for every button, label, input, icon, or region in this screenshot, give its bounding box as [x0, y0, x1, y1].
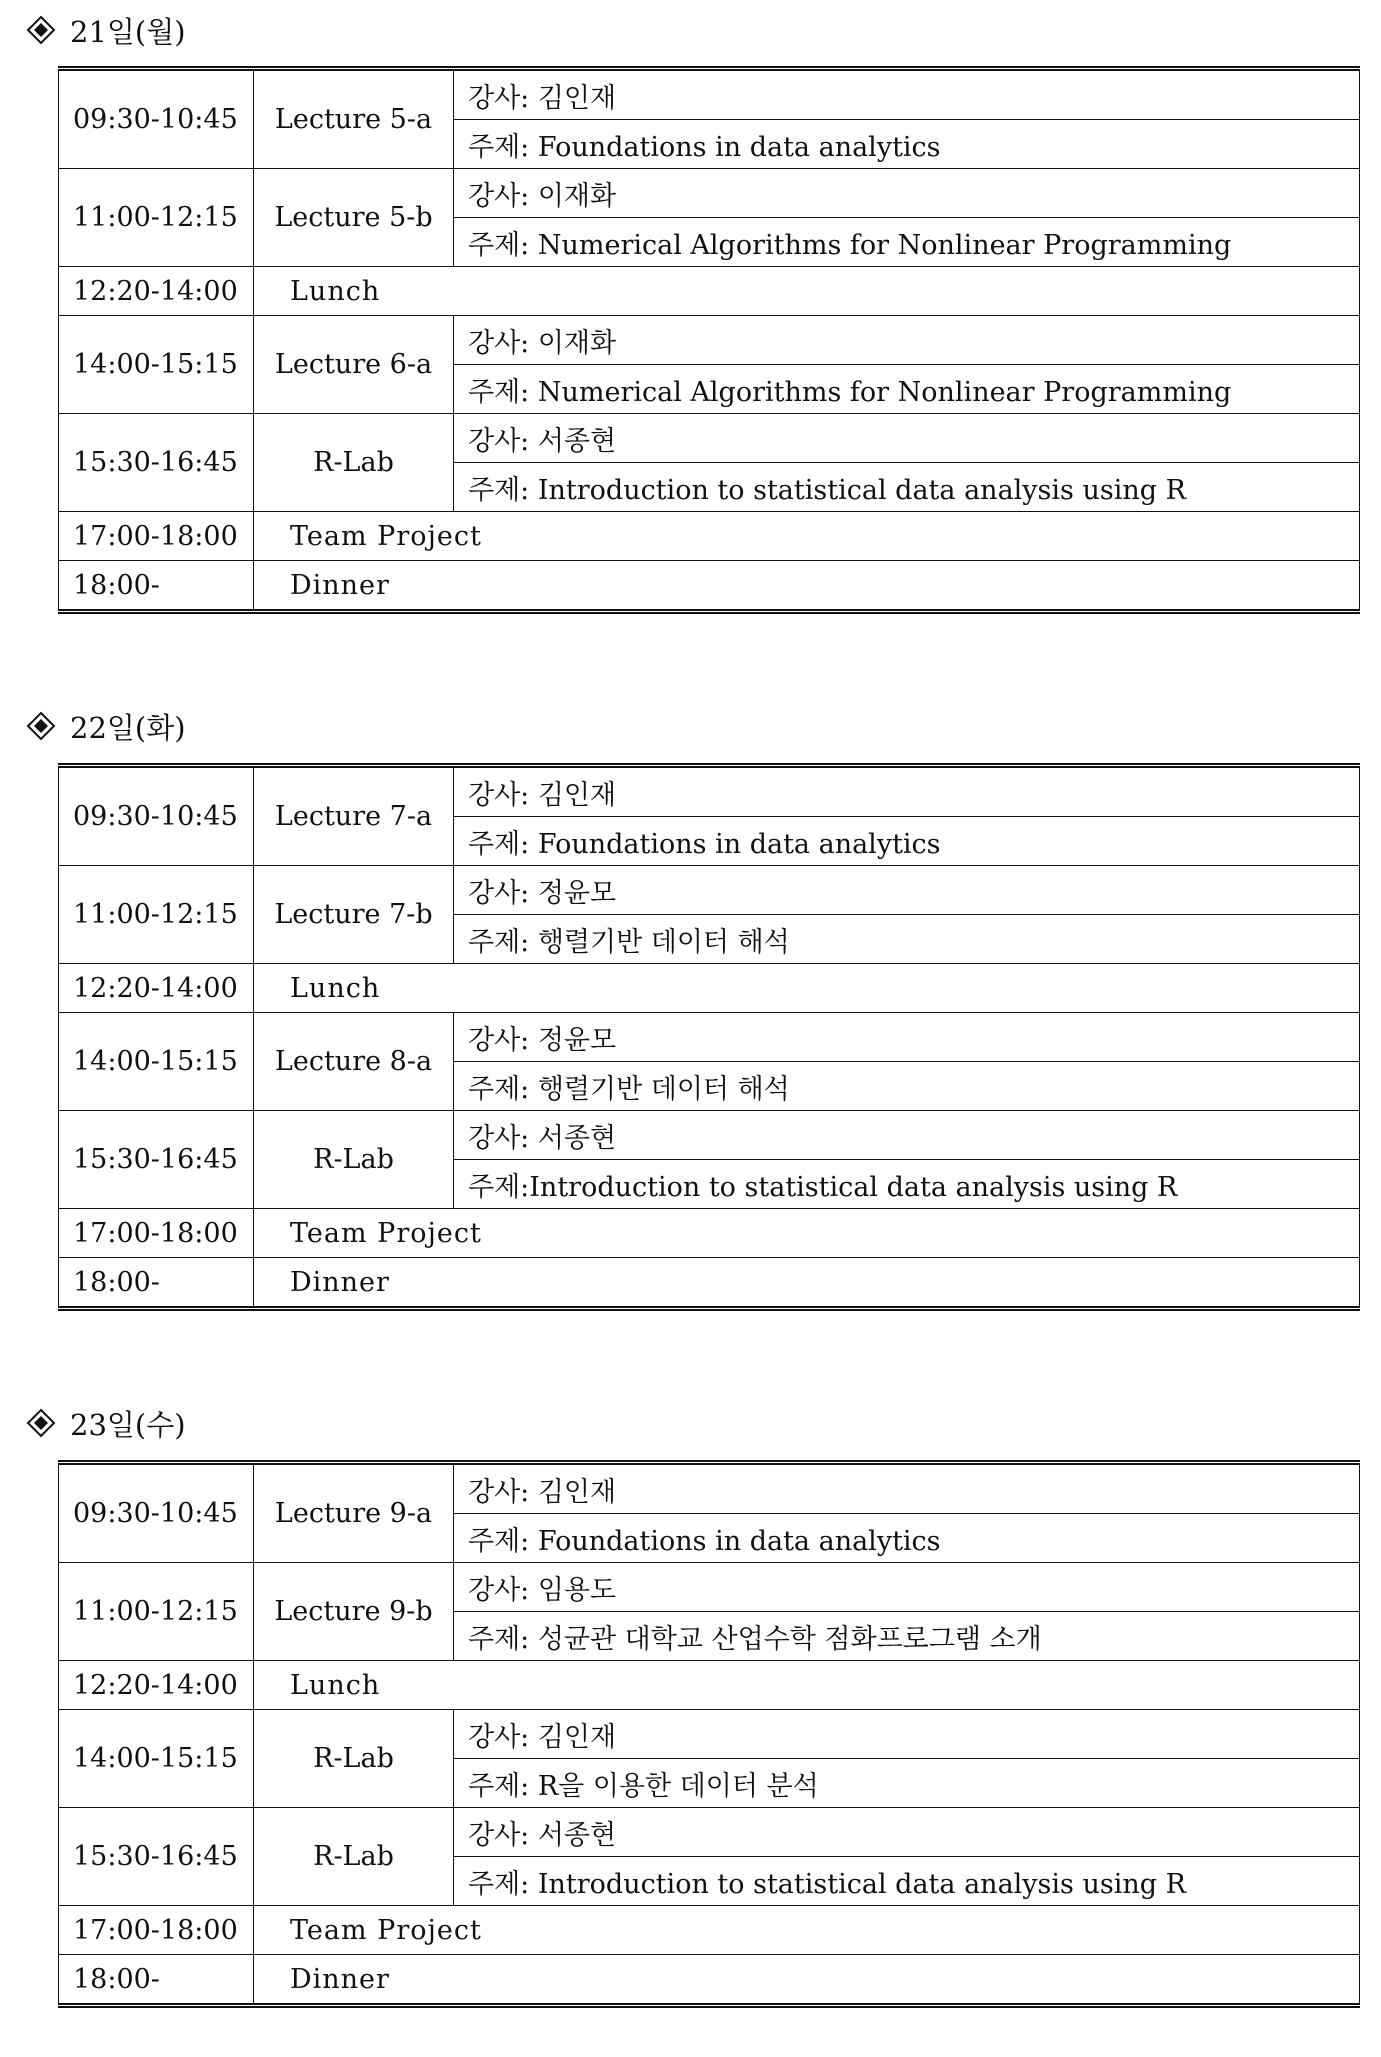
time-cell: 11:00-12:15 — [59, 169, 254, 267]
day-heading — [26, 706, 186, 746]
lecture-cell: Lecture 8-a — [254, 1013, 454, 1111]
table-row — [59, 69, 1360, 120]
schedule-table — [58, 66, 1360, 614]
time-cell: 11:00-12:15 — [59, 1563, 254, 1661]
speaker-cell: 강사: 김인재 — [454, 69, 1360, 120]
table-row — [59, 169, 1360, 218]
day-heading-text: 22일(화) — [70, 710, 186, 745]
topic-cell: 주제: Foundations in data analytics — [454, 1514, 1360, 1563]
lecture-cell: R-Lab — [254, 1111, 454, 1209]
lecture-cell: Lecture 6-a — [254, 316, 454, 414]
table-row — [59, 267, 1360, 316]
table-row — [59, 1209, 1360, 1258]
time-cell: 12:20-14:00 — [59, 1661, 254, 1710]
day-heading-text: 21일(월) — [70, 14, 186, 49]
speaker-cell: 강사: 서종현 — [454, 414, 1360, 463]
topic-cell: 주제: 행렬기반 데이터 해석 — [454, 1062, 1360, 1111]
topic-cell: 주제: 행렬기반 데이터 해석 — [454, 915, 1360, 964]
time-cell: 15:30-16:45 — [59, 1808, 254, 1906]
time-cell: 11:00-12:15 — [59, 866, 254, 964]
activity-cell: Dinner — [254, 1258, 1360, 1309]
table-row — [59, 766, 1360, 817]
table-row — [59, 316, 1360, 365]
lecture-cell: R-Lab — [254, 1710, 454, 1808]
speaker-cell: 강사: 서종현 — [454, 1808, 1360, 1857]
table-row — [59, 1955, 1360, 2006]
time-cell: 18:00- — [59, 1955, 254, 2006]
activity-cell: Lunch — [254, 267, 1360, 316]
speaker-cell: 강사: 이재화 — [454, 316, 1360, 365]
speaker-cell: 강사: 김인재 — [454, 1710, 1360, 1759]
activity-cell: Dinner — [254, 1955, 1360, 2006]
activity-cell: Lunch — [254, 964, 1360, 1013]
time-cell: 12:20-14:00 — [59, 964, 254, 1013]
table-row — [59, 1013, 1360, 1062]
topic-cell: 주제: Foundations in data analytics — [454, 120, 1360, 169]
table-row — [59, 414, 1360, 463]
topic-cell: 주제: Introduction to statistical data analysis using R — [454, 1857, 1360, 1906]
speaker-cell: 강사: 정윤모 — [454, 1013, 1360, 1062]
lecture-cell: R-Lab — [254, 1808, 454, 1906]
table-row — [59, 561, 1360, 612]
lecture-cell: Lecture 9-a — [254, 1463, 454, 1563]
topic-cell: 주제: Introduction to statistical data analysis using R — [454, 463, 1360, 512]
lecture-cell: Lecture 7-b — [254, 866, 454, 964]
time-cell: 15:30-16:45 — [59, 414, 254, 512]
table-row — [59, 1661, 1360, 1710]
time-cell: 14:00-15:15 — [59, 1710, 254, 1808]
time-cell: 09:30-10:45 — [59, 69, 254, 169]
activity-cell: Lunch — [254, 1661, 1360, 1710]
topic-cell: 주제: Numerical Algorithms for Nonlinear Programming — [454, 365, 1360, 414]
day-heading — [26, 1403, 186, 1443]
time-cell: 17:00-18:00 — [59, 1906, 254, 1955]
diamond-bullet-icon — [26, 1408, 56, 1438]
schedule-table — [58, 763, 1360, 1311]
lecture-cell: Lecture 5-a — [254, 69, 454, 169]
lecture-cell: R-Lab — [254, 414, 454, 512]
time-cell: 09:30-10:45 — [59, 766, 254, 866]
table-row — [59, 1463, 1360, 1514]
lecture-cell: Lecture 7-a — [254, 766, 454, 866]
topic-cell: 주제: 성균관 대학교 산업수학 점화프로그램 소개 — [454, 1612, 1360, 1661]
time-cell: 14:00-15:15 — [59, 316, 254, 414]
speaker-cell: 강사: 임용도 — [454, 1563, 1360, 1612]
diamond-bullet-icon — [26, 15, 56, 45]
topic-cell: 주제:Introduction to statistical data analysis using R — [454, 1160, 1360, 1209]
time-cell: 15:30-16:45 — [59, 1111, 254, 1209]
time-cell: 17:00-18:00 — [59, 1209, 254, 1258]
activity-cell: Dinner — [254, 561, 1360, 612]
table-row — [59, 1111, 1360, 1160]
time-cell: 18:00- — [59, 561, 254, 612]
speaker-cell: 강사: 김인재 — [454, 766, 1360, 817]
speaker-cell: 강사: 서종현 — [454, 1111, 1360, 1160]
table-row — [59, 964, 1360, 1013]
table-row — [59, 1808, 1360, 1857]
schedule-table — [58, 1460, 1360, 2008]
topic-cell: 주제: Numerical Algorithms for Nonlinear Programming — [454, 218, 1360, 267]
speaker-cell: 강사: 이재화 — [454, 169, 1360, 218]
table-row — [59, 1710, 1360, 1759]
time-cell: 18:00- — [59, 1258, 254, 1309]
time-cell: 17:00-18:00 — [59, 512, 254, 561]
table-row — [59, 1563, 1360, 1612]
time-cell: 09:30-10:45 — [59, 1463, 254, 1563]
day-heading-text: 23일(수) — [70, 1407, 186, 1442]
activity-cell: Team Project — [254, 1209, 1360, 1258]
activity-cell: Team Project — [254, 512, 1360, 561]
speaker-cell: 강사: 정윤모 — [454, 866, 1360, 915]
activity-cell: Team Project — [254, 1906, 1360, 1955]
topic-cell: 주제: Foundations in data analytics — [454, 817, 1360, 866]
time-cell: 14:00-15:15 — [59, 1013, 254, 1111]
table-row — [59, 1906, 1360, 1955]
time-cell: 12:20-14:00 — [59, 267, 254, 316]
table-row — [59, 512, 1360, 561]
speaker-cell: 강사: 김인재 — [454, 1463, 1360, 1514]
table-row — [59, 1258, 1360, 1309]
lecture-cell: Lecture 9-b — [254, 1563, 454, 1661]
day-heading — [26, 10, 186, 50]
diamond-bullet-icon — [26, 711, 56, 741]
topic-cell: 주제: R을 이용한 데이터 분석 — [454, 1759, 1360, 1808]
table-row — [59, 866, 1360, 915]
lecture-cell: Lecture 5-b — [254, 169, 454, 267]
